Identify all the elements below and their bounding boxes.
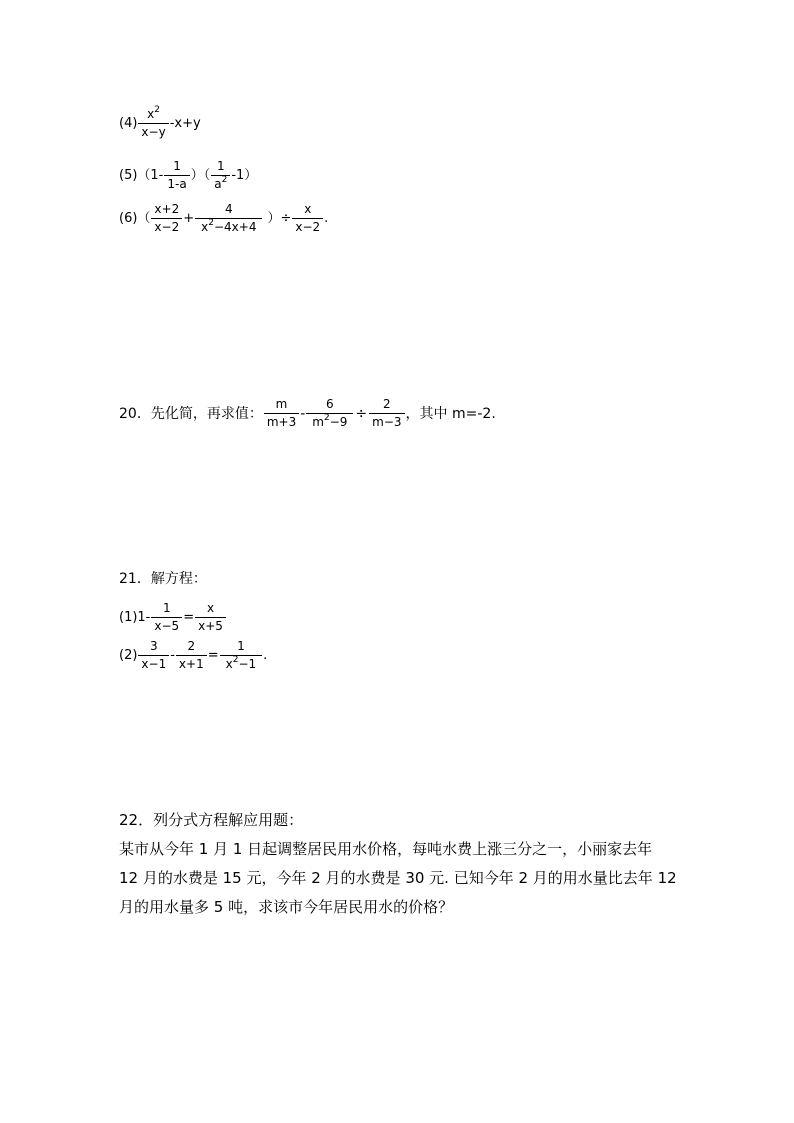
problem-4-label: (4) <box>119 116 138 132</box>
fraction: $\frac{1}{1-a}$ <box>164 160 189 191</box>
fraction: $\frac{2}{m-3}$ <box>369 398 404 429</box>
fraction: $\frac{x}{x-2}$ <box>292 203 323 234</box>
problem-6-label: (6)（ <box>119 211 151 227</box>
question-22 <box>119 806 689 922</box>
problem-5-label: (5)（1- <box>119 168 164 184</box>
question-20-suffix: ，其中 m=-2. <box>405 405 496 422</box>
question-22-line-3: 月的用水量多 5 吨，求该市今年居民用水的价格？ <box>119 898 454 916</box>
equation-1: (1)1- $\frac{1}{x-5}$ = $\frac{x}{x+5}$ <box>119 602 227 633</box>
question-22-line-1: 某市从今年 1 月 1 日起调整居民用水价格，每吨水费上涨三分之一，小丽家去年 <box>119 840 653 858</box>
problem-4 <box>119 105 201 140</box>
question-22-title: 22．列分式方程解应用题： <box>119 811 304 829</box>
equation-2: (2) $\frac{3}{x-1}$ - $\frac{2}{x+1}$ = $\frac{1}{x^2-1}$ . <box>119 639 268 672</box>
question-20: 20．先化简，再求值： $\frac{m}{m+3}$ - $\frac{6}{m^2-9}$ ÷ $\frac{2}{m-3}$ ，其中 m=-2. <box>119 397 496 430</box>
fraction: $\frac{1}{a^2}$ <box>211 160 230 191</box>
problem-6: (6)（ $\frac{x+2}{x-2}$ + $\frac{4}{x^2-4x+4}$ ）÷ $\frac{x}{x-2}$ . <box>119 202 329 235</box>
fraction: $\frac{1}{x-5}$ <box>151 602 182 633</box>
fraction: $\frac{4}{x^2-4x+4}$ <box>195 203 262 234</box>
fraction: $\frac{x}{x+5}$ <box>195 602 226 633</box>
fraction: $\frac{m}{m+3}$ <box>264 398 299 429</box>
fraction: $\frac{2}{x+1}$ <box>176 640 207 671</box>
fraction: $\frac{x^2}{x-y}$ <box>138 108 168 139</box>
fraction: $\frac{1}{x^2-1}$ <box>220 640 263 671</box>
problem-4-rest: -x+y <box>169 116 201 132</box>
fraction: $\frac{6}{m^2-9}$ <box>306 398 353 429</box>
question-22-line-2: 12 月的水费是 15 元，今年 2 月的水费是 30 元. 已知今年 2 月的用水量比去年 12 <box>119 869 677 887</box>
question-20-prefix: 20．先化简，再求值： <box>119 405 263 422</box>
fraction: $\frac{x+2}{x-2}$ <box>151 203 182 234</box>
problem-5: (5)（1- $\frac{1}{1-a}$ ）（ $\frac{1}{a^2}$ -1） <box>119 159 258 192</box>
fraction: $\frac{3}{x-1}$ <box>138 640 169 671</box>
question-21-title: 21．解方程： <box>119 571 207 587</box>
